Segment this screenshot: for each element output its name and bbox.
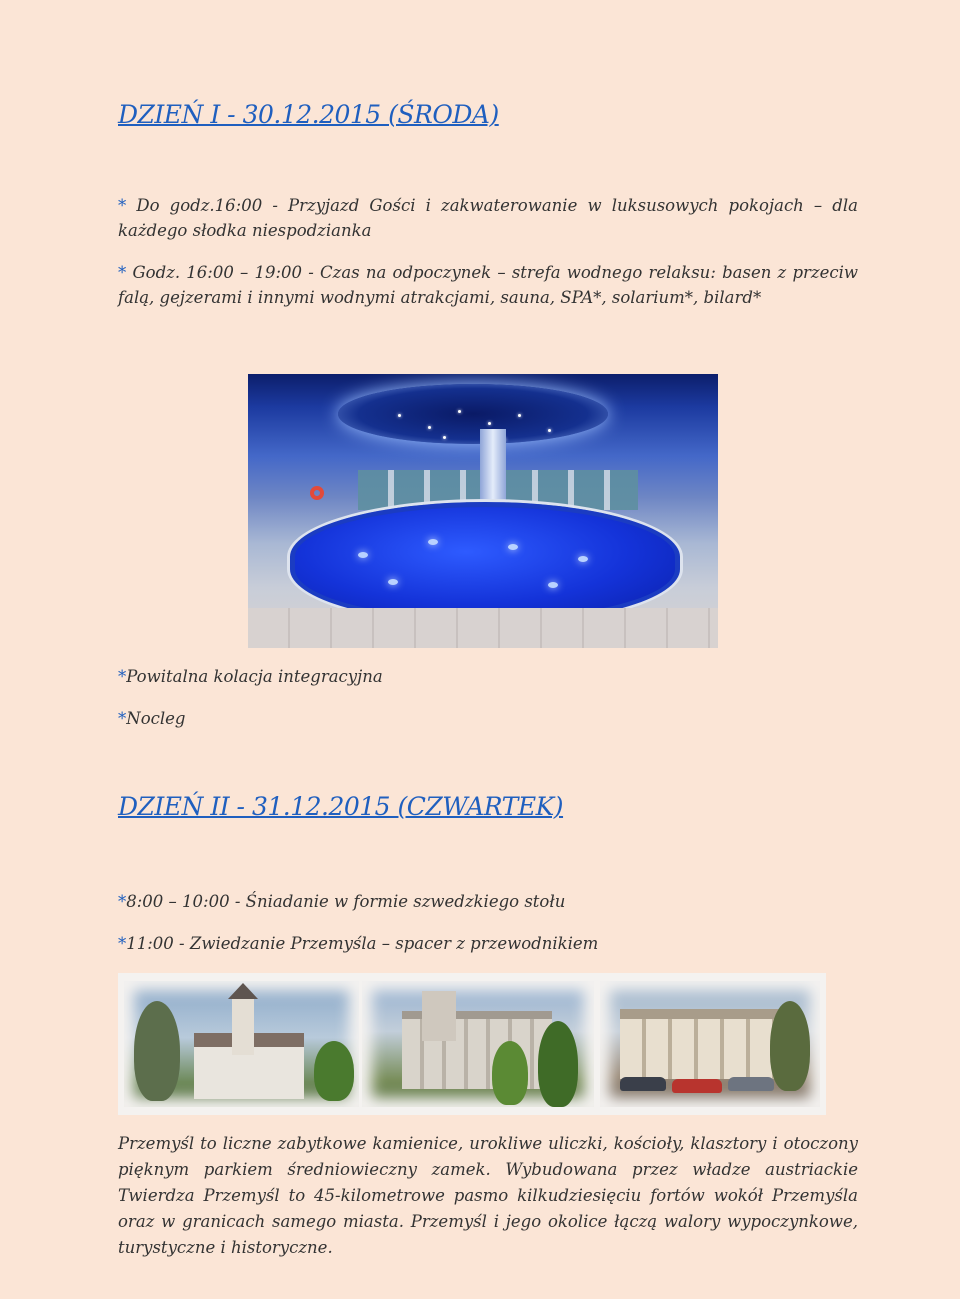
pool-ceiling xyxy=(338,384,608,444)
day1-item-arrival xyxy=(118,193,858,243)
przemysl-description: Przemyśl to liczne zabytkowe kamienice, urokliwe uliczki, kościoły, klasztory i otoczony pięknym parkiem średniowieczny zamek. Wybudowana przez władze austriackie Twierdza Przemyśl to 45-kilometrowe pasmo kilkudziesięciu fortów wokół Przemyśla oraz w granicach samego miasta. Przemyśl i jego okolice łączą walory wypoczynkowe, turystyczne i historyczne. xyxy=(118,1134,858,1257)
bullet-marker: * xyxy=(118,667,127,686)
church-photo xyxy=(124,981,359,1107)
bullet-marker: * xyxy=(118,263,127,282)
station-photo xyxy=(600,981,820,1107)
day2-heading: DZIEŃ II - 31.12.2015 (CZWARTEK) xyxy=(118,792,564,821)
day2-item-breakfast-text: 8:00 – 10:00 - Śniadanie w formie szwedzkiego stołu xyxy=(126,892,566,911)
bullet-marker: * xyxy=(118,934,127,953)
day2-item-tour xyxy=(118,931,858,956)
day2-item-breakfast xyxy=(118,889,858,914)
day1-item-dinner xyxy=(118,664,858,689)
castle-photo xyxy=(362,981,594,1107)
lifebuoy-icon xyxy=(310,486,324,500)
day2-item-tour-text: 11:00 - Zwiedzanie Przemyśla – spacer z przewodnikiem xyxy=(126,934,599,953)
day1-item-relax xyxy=(118,260,858,310)
day1-heading: DZIEŃ I - 30.12.2015 (ŚRODA) xyxy=(118,100,499,129)
bullet-marker: * xyxy=(118,196,127,215)
day1-item-dinner-text: Powitalna kolacja integracyjna xyxy=(126,667,383,686)
day1-item-night xyxy=(118,706,858,731)
indoor-pool-photo xyxy=(248,374,718,648)
pool-water xyxy=(290,502,680,624)
day1-item-night-text: Nocleg xyxy=(126,709,186,728)
bullet-marker: * xyxy=(118,709,127,728)
day1-item-relax-text: Godz. 16:00 – 19:00 - Czas na odpoczynek – strefa wodnego relaksu: basen z przeciw falą, gejzerami i innymi wodnymi atrakcjami, sauna, SPA*, solarium*, bilard* xyxy=(118,263,858,307)
day1-item-arrival-text: Do godz.16:00 - Przyjazd Gości i zakwaterowanie w luksusowych pokojach – dla każdego słodka niespodzianka xyxy=(118,196,858,240)
przemysl-collage-photo xyxy=(118,973,826,1115)
pool-floor xyxy=(248,608,718,648)
bullet-marker: * xyxy=(118,892,127,911)
